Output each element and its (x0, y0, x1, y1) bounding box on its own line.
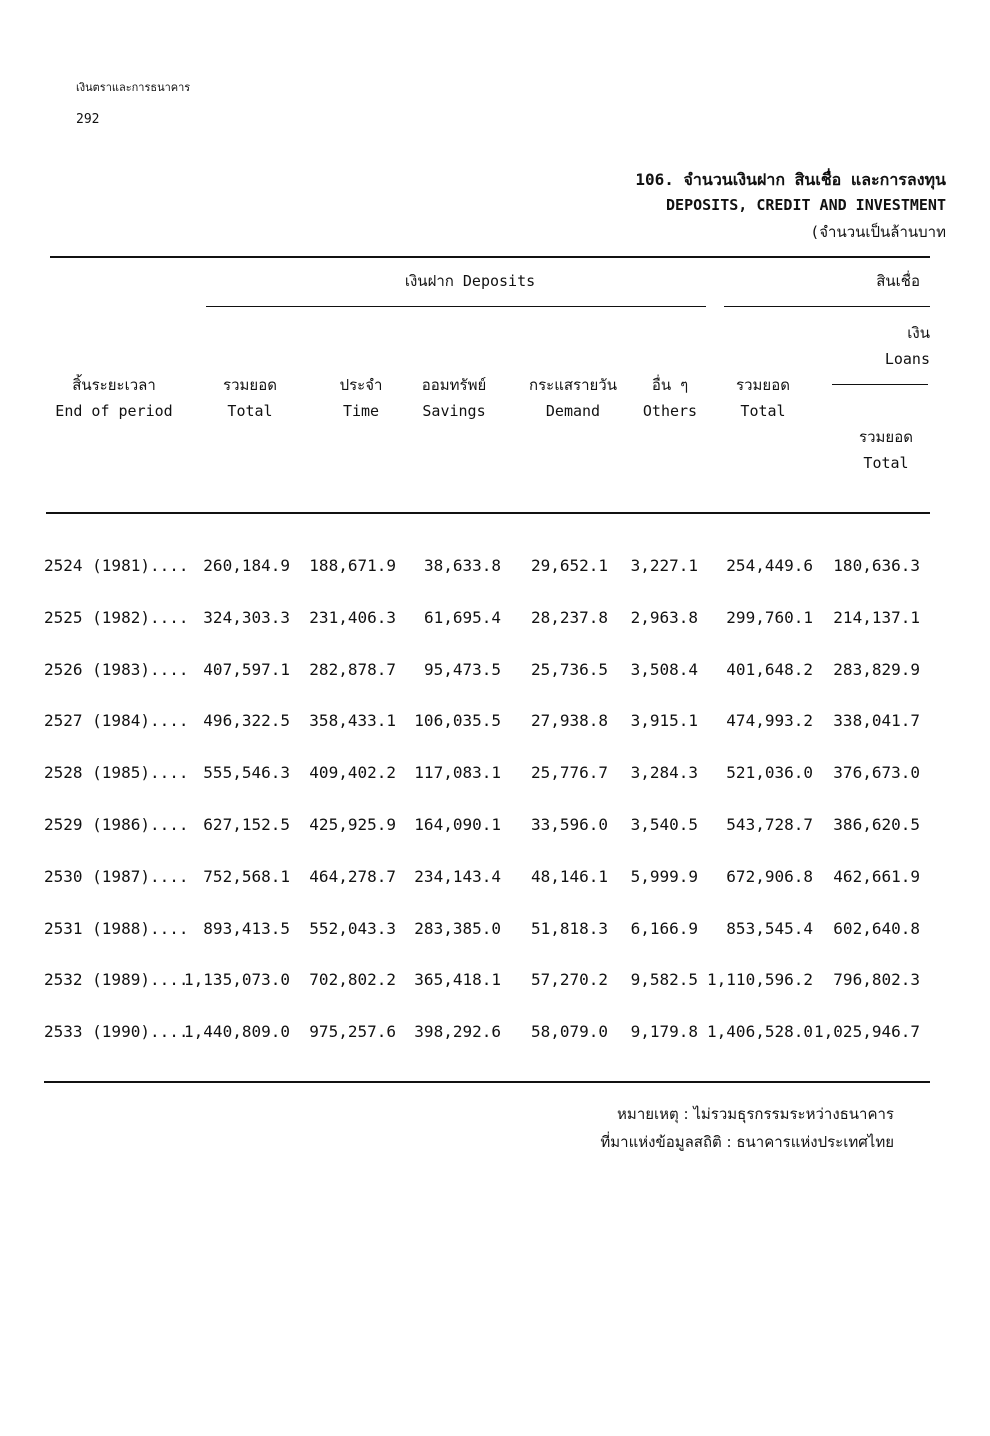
table-row (0, 970, 990, 994)
period-cell: 2532 (1989).... (44, 970, 189, 990)
others-cell: 9,582.5 (630, 970, 698, 990)
demand-cell: 25,776.7 (530, 763, 608, 783)
credit-total-cell: 672,906.8 (726, 866, 813, 886)
savings-cell: 95,473.5 (423, 659, 501, 679)
period-cell: 2527 (1984).... (44, 711, 189, 731)
time-cell: 975,257.6 (309, 1022, 396, 1042)
credit-total-column-header: รวมยอด Total (736, 376, 790, 420)
savings-cell: 61,695.4 (423, 607, 501, 627)
time-cell: 464,278.7 (309, 866, 396, 886)
period-cell: 2533 (1990).... (44, 1022, 189, 1042)
credit-total-cell: 853,545.4 (726, 918, 813, 938)
period-cell: 2525 (1982).... (44, 607, 189, 627)
period-cell: 2529 (1986).... (44, 815, 189, 834)
others-cell: 9,179.8 (630, 1022, 698, 1042)
time-column-header: ประจำ Time (339, 376, 383, 420)
others-cell: 2,963.8 (630, 607, 698, 627)
table-row (0, 867, 990, 891)
time-cell: 409,402.2 (309, 763, 396, 783)
loans-total-cell: 376,673.0 (833, 763, 920, 783)
total-cell: 1,135,073.0 (184, 970, 290, 990)
demand-cell: 58,079.0 (530, 1022, 608, 1042)
header-bottom-rule (46, 512, 930, 514)
credit-total-cell: 521,036.0 (726, 763, 813, 783)
source-note: ที่มาแห่งข้อมูลสถิติ : ธนาคารแห่งประเทศไทย (600, 1133, 894, 1151)
total-cell: 407,597.1 (203, 659, 290, 679)
table-title-english: DEPOSITS, CREDIT AND INVESTMENT (666, 196, 946, 214)
credit-total-cell: 299,760.1 (726, 607, 813, 627)
credit-total-cell: 254,449.6 (726, 556, 813, 575)
period-cell: 2530 (1987).... (44, 866, 189, 886)
total-cell: 324,303.3 (203, 607, 290, 627)
table-top-rule (50, 256, 930, 258)
loans-total-cell: 283,829.9 (833, 659, 920, 679)
others-cell: 5,999.9 (630, 866, 698, 886)
savings-cell: 38,633.8 (423, 556, 501, 575)
page-number: 292 (76, 112, 100, 127)
remark-note: หมายเหตุ : ไม่รวมธุรกรรมระหว่างธนาคาร (617, 1105, 894, 1123)
table-row (0, 919, 990, 943)
loans-total-cell: 602,640.8 (833, 918, 920, 938)
deposits-group-rule (206, 306, 706, 307)
time-cell: 552,043.3 (309, 918, 396, 938)
savings-cell: 164,090.1 (414, 815, 501, 834)
credit-total-cell: 1,406,528.0 (707, 1022, 813, 1042)
table-row (0, 815, 990, 839)
savings-cell: 398,292.6 (414, 1022, 501, 1042)
others-cell: 6,166.9 (630, 918, 698, 938)
credit-total-cell: 401,648.2 (726, 659, 813, 679)
period-cell: 2528 (1985).... (44, 763, 189, 783)
demand-cell: 29,652.1 (530, 556, 608, 575)
others-column-header: อื่น ๆ Others (642, 376, 698, 420)
credit-group-rule (724, 306, 930, 307)
loans-total-column-header: รวมยอด Total (859, 428, 913, 472)
loans-total-cell: 180,636.3 (833, 556, 920, 575)
loans-group-header: เงิน Loans (884, 324, 930, 368)
loans-total-cell: 796,802.3 (833, 970, 920, 990)
loans-total-cell: 214,137.1 (833, 607, 920, 627)
total-column-header: รวมยอด Total (223, 376, 277, 420)
others-cell: 3,508.4 (630, 659, 698, 679)
others-cell: 3,284.3 (630, 763, 698, 783)
credit-total-cell: 1,110,596.2 (707, 970, 813, 990)
others-cell: 3,227.1 (630, 556, 698, 575)
table-row (0, 1022, 990, 1046)
demand-cell: 51,818.3 (530, 918, 608, 938)
time-cell: 231,406.3 (309, 607, 396, 627)
period-cell: 2526 (1983).... (44, 659, 189, 679)
demand-cell: 33,596.0 (530, 815, 608, 834)
period-cell: 2524 (1981).... (44, 556, 189, 575)
table-title-thai: 106. จำนวนเงินฝาก สินเชื่อ และการลงทุน (635, 170, 946, 189)
demand-cell: 28,237.8 (530, 607, 608, 627)
savings-cell: 283,385.0 (414, 918, 501, 938)
savings-cell: 117,083.1 (414, 763, 501, 783)
loans-total-cell: 386,620.5 (833, 815, 920, 834)
credit-total-cell: 474,993.2 (726, 711, 813, 731)
loans-group-rule (832, 384, 928, 385)
credit-group-header: สินเชื่อ (876, 272, 920, 290)
demand-cell: 27,938.8 (530, 711, 608, 731)
time-cell: 358,433.1 (309, 711, 396, 731)
total-cell: 627,152.5 (203, 815, 290, 834)
total-cell: 893,413.5 (203, 918, 290, 938)
table-notes (600, 1100, 894, 1156)
table-row (0, 608, 990, 632)
loans-total-cell: 1,025,946.7 (814, 1022, 920, 1042)
time-cell: 425,925.9 (309, 815, 396, 834)
deposits-group-header: เงินฝาก Deposits (404, 272, 536, 290)
table-row (0, 711, 990, 735)
period-cell: 2531 (1988).... (44, 918, 189, 938)
table-bottom-rule (44, 1081, 930, 1083)
loans-total-cell: 462,661.9 (833, 866, 920, 886)
table-row (0, 556, 990, 580)
running-head: เงินตราและการธนาคาร (76, 81, 191, 94)
total-cell: 752,568.1 (203, 866, 290, 886)
total-cell: 496,322.5 (203, 711, 290, 731)
total-cell: 260,184.9 (203, 556, 290, 575)
savings-cell: 234,143.4 (414, 866, 501, 886)
time-cell: 702,802.2 (309, 970, 396, 990)
savings-cell: 365,418.1 (414, 970, 501, 990)
savings-cell: 106,035.5 (414, 711, 501, 731)
demand-column-header: กระแสรายวัน Demand (529, 376, 617, 420)
demand-cell: 25,736.5 (530, 659, 608, 679)
total-cell: 1,440,809.0 (184, 1022, 290, 1042)
table-row (0, 763, 990, 787)
loans-total-cell: 338,041.7 (833, 711, 920, 731)
demand-cell: 48,146.1 (530, 866, 608, 886)
credit-total-cell: 543,728.7 (726, 815, 813, 834)
others-cell: 3,915.1 (630, 711, 698, 731)
time-cell: 282,878.7 (309, 659, 396, 679)
table-row (0, 660, 990, 684)
unit-note: (จำนวนเป็นล้านบาท (810, 223, 946, 241)
demand-cell: 57,270.2 (530, 970, 608, 990)
total-cell: 555,546.3 (203, 763, 290, 783)
savings-column-header: ออมทรัพย์ Savings (421, 376, 487, 420)
others-cell: 3,540.5 (630, 815, 698, 834)
period-column-header: สิ้นระยะเวลา End of period (55, 376, 173, 420)
time-cell: 188,671.9 (309, 556, 396, 575)
